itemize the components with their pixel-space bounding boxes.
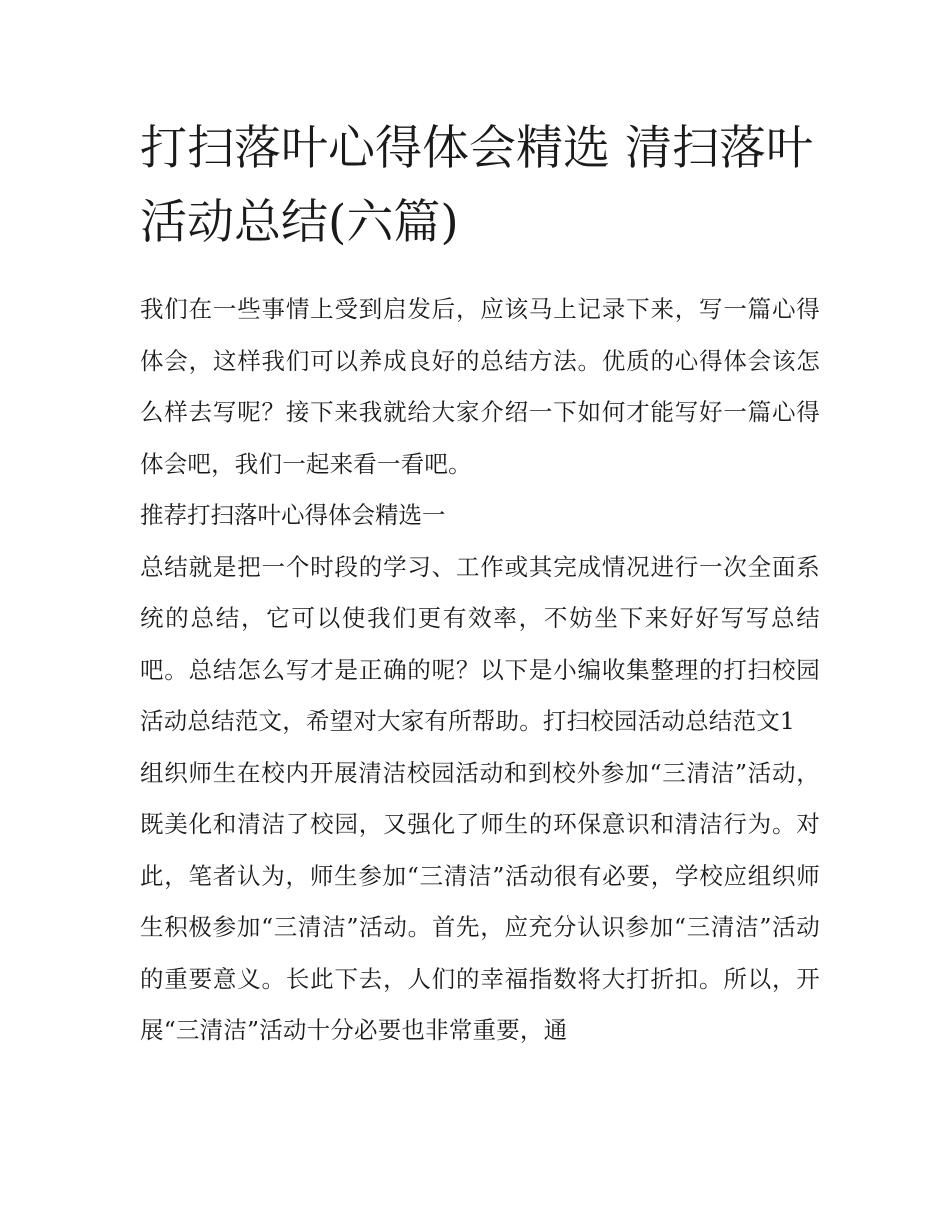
document-page xyxy=(140,112,820,1057)
section-heading: 推荐打扫落叶心得体会精选一 xyxy=(140,501,446,529)
body-paragraph-1: 总结就是把一个时段的学习、工作或其完成情况进行一次全面系统的总结，它可以使我们更有效率，不妨坐下来好好写写总结吧。总结怎么写才是正确的呢？以下是小编收集整理的打扫校园活动总结范文，希望对大家有所帮助。打扫校园活动总结范文1 xyxy=(140,552,820,735)
body-paragraph-2: 组织师生在校内开展清洁校园活动和到校外参加“三清洁”活动，既美化和清洁了校园，又强化了师生的环保意识和清洁行为。对此，笔者认为，师生参加“三清洁”活动很有必要，学校应组织师生积极参加“三清洁”活动。首先，应充分认识参加“三清洁”活动的重要意义。长此下去，人们的幸福指数将大打折扣。所以，开展“三清洁”活动十分必要也非常重要，通 xyxy=(140,758,820,1044)
document-title: 打扫落叶心得体会精选 清扫落叶活动总结(六篇) xyxy=(140,121,813,250)
intro-paragraph: 我们在一些事情上受到启发后，应该马上记录下来，写一篇心得体会，这样我们可以养成良好的总结方法。优质的心得体会该怎么样去写呢？接下来我就给大家介绍一下如何才能写好一篇心得体会吧，我们一起来看一看吧。 xyxy=(140,295,820,478)
